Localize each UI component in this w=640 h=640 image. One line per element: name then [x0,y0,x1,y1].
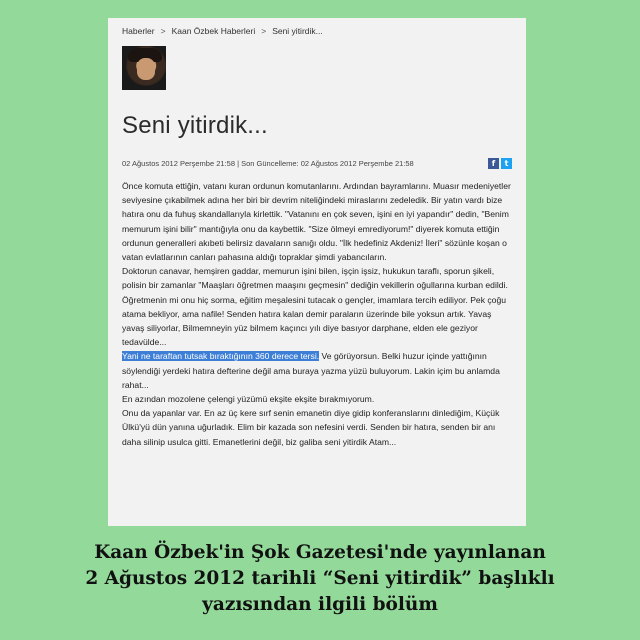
article-paragraph: En azından mozolene çelengi yüzümü ekşite ekşite bırakmıyorum. [122,394,375,405]
article-title: Seni yitirdik... [122,112,268,139]
image-caption [0,540,640,618]
share-buttons [488,158,512,169]
breadcrumb-separator: > [160,26,166,36]
highlighted-text: Yani ne taraftan tutsak bıraktığının 360 derece tersi. [122,351,320,362]
facebook-share-icon[interactable]: f [488,158,499,169]
article-paragraph: Onu da yapanlar var. En az üç kere sırf senin emanetin diye gidip konferanslarını dinlediğim, Küçük Ülkü'yü dün yanına uğurladık. Elim bir kazada son nefesini verdi. Senden bir hatıra, senden bir anı daha silinip usulca gitti. Emanetlerini değil, biz galiba seni yitirdik Atam... [122,408,500,447]
article-paragraph: Yani ne taraftan tutsak bıraktığının 360 derece tersi. Ve görüyorsun. Belki huzur içinde yattığının söylendiği yerdeki hatıra defterine değil ama buraya yazma yüzü buluyorum. Lakin içim bu anlamda rahat... [122,351,500,390]
breadcrumb-item-news[interactable]: Haberler [122,26,155,36]
article-paragraph: Önce komuta ettiğin, vatanı kuran ordunun komutanlarını. Ardından bayramlarını. Muasır medeniyetler seviyesine çıkabilmek adına her biri bir devrim niteliğindeki miraslarını zedeledik. Bir yatın vardı bize hatıra onu da fuhuş skandallarıyla kirlettik. "Vatanını en çok seven, işini en iyi yapandır" dedin, "Benim memurum işini bilir" mantığıyla onu da kaybettik. "Size ölmeyi emrediyorum!" diyerek komuta ettiğin ordunun generalleri akıbeti belirsiz davaların sanığı oldu. "İlk hedefiniz Akdeniz! İleri" sözünle koşan o vatan evlatlarının canları pahasına aldığı topraklar şimdi yabancıların. [122,181,511,263]
breadcrumb-item-current: Seni yitirdik... [272,26,323,36]
article-paragraph: Doktorun canavar, hemşiren gaddar, memurun işini bilen, işçin işsiz, hukukun taraflı, sporun şikeli, polisin bir zamanlar "Maaşları öğretmen maaşını geçmesin" dediğin vekillerin oğullarına kurban edildi. Öğretmenin mi onu hiç sorma, eğitim meşalesini tutacak o gençler, imamlara tercih ediliyor. Pek çoğu atama bekliyor, ama nafile! Senden hatıra kalan demir paraların üzerinde bile yoksun artık. Yavaş yavaş siliyorlar, Bilmemneyin yüz bilmem kaçıncı yılı diye basıyor darphane, elden ele geziyor tedavülde... [122,266,508,348]
breadcrumb-separator: > [261,26,267,36]
article-meta-row [122,158,512,169]
caption-line: yazısından ilgili bölüm [202,594,438,615]
article-card [108,18,526,526]
breadcrumb [122,26,512,36]
article-date: 02 Ağustos 2012 Perşembe 21:58 | Son Güncelleme: 02 Ağustos 2012 Perşembe 21:58 [122,159,414,168]
article-body [122,179,512,449]
breadcrumb-item-author-news[interactable]: Kaan Özbek Haberleri [171,26,256,36]
caption-line: 2 Ağustos 2012 tarihli “Seni yitirdik” başlıklı [85,568,555,589]
author-avatar [122,46,166,90]
caption-line: Kaan Özbek'in Şok Gazetesi'nde yayınlanan [94,542,546,563]
twitter-share-icon[interactable]: t [501,158,512,169]
